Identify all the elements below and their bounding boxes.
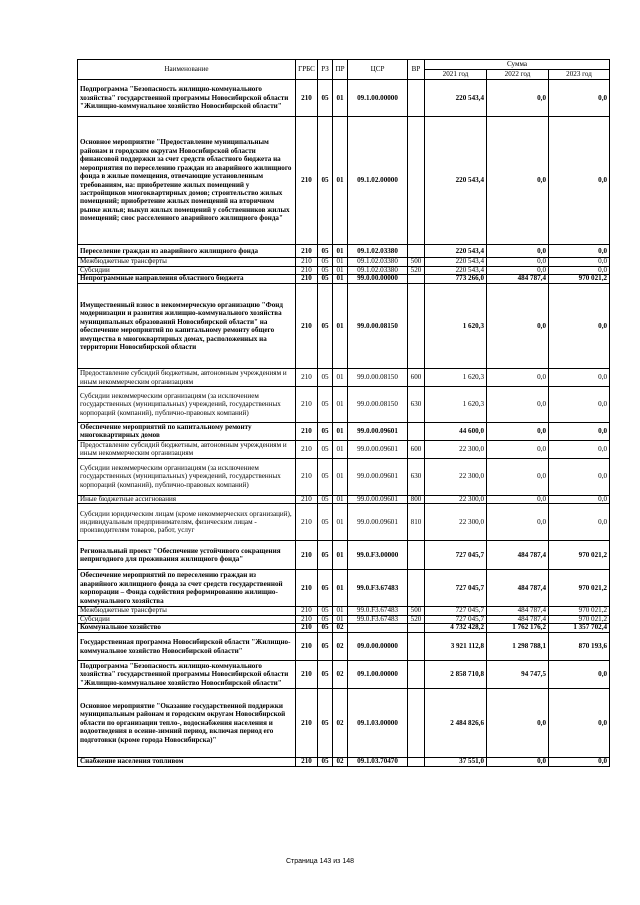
header-sum: Сумма: [425, 60, 610, 70]
row-rz: 05: [318, 258, 333, 267]
row-rz: 05: [318, 570, 333, 607]
row-sum-2022: 0,0: [487, 80, 549, 117]
row-rz: 05: [318, 607, 333, 616]
table-row: [78, 689, 610, 758]
row-sum-2023: 0,0: [549, 258, 610, 267]
row-sum-2023: 0,0: [549, 80, 610, 117]
row-name: Подпрограмма "Безопасность жилищно-коммунального хозяйства" государственной программы Новосибирской области "Жилищно-коммунальное хозяйство Новосибирской области": [78, 661, 296, 689]
row-pr: 01: [333, 440, 348, 458]
row-rz: 05: [318, 387, 333, 423]
row-sum-2023: 0,0: [549, 387, 610, 423]
row-sum-2021: 22 300,0: [425, 504, 487, 541]
row-csr: 99.0.F3.67483: [348, 607, 408, 616]
row-csr: 09.0.00.00000: [348, 633, 408, 661]
row-vr: [408, 80, 425, 117]
row-vr: 600: [408, 440, 425, 458]
table-row: [78, 633, 610, 661]
row-sum-2022: 484 787,4: [487, 275, 549, 284]
row-vr: 500: [408, 258, 425, 267]
row-csr: 09.1.02.03380: [348, 266, 408, 275]
header-rz: РЗ: [318, 60, 333, 80]
row-csr: 99.0.F3.67483: [348, 615, 408, 624]
row-rz: 05: [318, 117, 333, 245]
row-name: Имущественный взнос в некоммерческую организацию "Фонд модернизации и развития жилищно-коммунального хозяйства муниципальных образований Новосибирской области" на обеспечение мероприятий по капитальному ремонту общего имущества в многоквартирных домах, расположенных на территории Новосибирской области: [78, 284, 296, 369]
row-sum-2021: 220 543,4: [425, 117, 487, 245]
row-name: Переселение граждан из аварийного жилищного фонда: [78, 245, 296, 258]
row-grbs: 210: [296, 284, 318, 369]
header-pr: ПР: [333, 60, 348, 80]
table-row: [78, 284, 610, 369]
row-name: Иные бюджетные ассигнования: [78, 495, 296, 504]
row-sum-2023: 0,0: [549, 440, 610, 458]
row-sum-2021: 220 543,4: [425, 258, 487, 267]
table-row: [78, 117, 610, 245]
row-pr: 01: [333, 607, 348, 616]
row-sum-2023: 970 021,2: [549, 570, 610, 607]
row-sum-2023: 870 193,6: [549, 633, 610, 661]
row-rz: 05: [318, 266, 333, 275]
row-vr: [408, 245, 425, 258]
row-name: Субсидии некоммерческим организациям (за исключением государственных (муниципальных) учреждений, государственных корпораций (компаний), публично-правовых компаний): [78, 387, 296, 423]
row-name: Государственная программа Новосибирской области "Жилищно-коммунальное хозяйство Новосибирской области": [78, 633, 296, 661]
row-name: Региональный проект "Обеспечение устойчивого сокращения непригодного для проживания жилищного фонда": [78, 541, 296, 570]
row-vr: [408, 758, 425, 767]
table-row: [78, 758, 610, 767]
row-name: Основное мероприятие "Предоставление муниципальным районам и городским округам Новосибирской области финансовой поддержки за счет средств областного бюджета на мероприятия по переселению граждан из аварийного жилищного фонда в жилые помещения, отвечающие установленным требованиям, на: приобретение жилых помещений у застройщиков многоквартирных домов; строительство жилых помещений; приобретение жилых помещений на вторичном рынке жилья; выкуп жилых помещений у собственников жилых помещений; снос расселенного аварийного жилищного фонда": [78, 117, 296, 245]
row-pr: 01: [333, 258, 348, 267]
header-year-2021: 2021 год: [425, 70, 487, 80]
row-vr: 520: [408, 266, 425, 275]
row-sum-2021: 37 551,0: [425, 758, 487, 767]
row-vr: 500: [408, 607, 425, 616]
row-rz: 05: [318, 615, 333, 624]
row-pr: 01: [333, 458, 348, 495]
row-sum-2022: 0,0: [487, 369, 549, 387]
row-sum-2021: 220 543,4: [425, 80, 487, 117]
row-sum-2022: 484 787,4: [487, 570, 549, 607]
row-vr: 630: [408, 458, 425, 495]
row-sum-2021: 1 620,3: [425, 369, 487, 387]
row-name: Снабжение населения топливом: [78, 758, 296, 767]
row-rz: 05: [318, 689, 333, 758]
budget-table-container: [77, 59, 609, 767]
row-sum-2023: 970 021,2: [549, 541, 610, 570]
row-sum-2021: 44 600,0: [425, 423, 487, 441]
row-sum-2022: 484 787,4: [487, 607, 549, 616]
row-vr: [408, 633, 425, 661]
row-csr: 99.0.F3.67483: [348, 570, 408, 607]
row-sum-2022: 1 762 176,2: [487, 624, 549, 633]
row-sum-2021: 2 858 710,8: [425, 661, 487, 689]
row-vr: 630: [408, 387, 425, 423]
row-rz: 05: [318, 440, 333, 458]
budget-table: [77, 59, 610, 767]
row-name: Коммунальное хозяйство: [78, 624, 296, 633]
row-sum-2023: 0,0: [549, 245, 610, 258]
row-pr: 02: [333, 689, 348, 758]
row-name: Подпрограмма "Безопасность жилищно-коммунального хозяйства" государственной программы Новосибирской области "Жилищно-коммунальное хозяйство Новосибирской области": [78, 80, 296, 117]
table-body: [78, 80, 610, 767]
header-grbs: ГРБС: [296, 60, 318, 80]
row-sum-2021: 727 045,7: [425, 615, 487, 624]
row-sum-2022: 0,0: [487, 245, 549, 258]
row-rz: 05: [318, 369, 333, 387]
row-vr: [408, 541, 425, 570]
table-header: [78, 60, 610, 80]
table-row: [78, 275, 610, 284]
row-sum-2022: 0,0: [487, 504, 549, 541]
row-csr: 99.0.00.00000: [348, 275, 408, 284]
table-row: [78, 387, 610, 423]
table-row: [78, 258, 610, 267]
row-vr: [408, 423, 425, 441]
row-csr: 09.1.00.00000: [348, 80, 408, 117]
table-row: [78, 440, 610, 458]
row-pr: 02: [333, 624, 348, 633]
row-grbs: 210: [296, 440, 318, 458]
row-grbs: 210: [296, 758, 318, 767]
row-csr: [348, 624, 408, 633]
row-name: Основное мероприятие "Оказание государственной поддержки муниципальным районам и городским округам Новосибирской области по организации тепло-, водоснабжения населения и водоотведения в осенне-зимний период, включая период его подготовки (кроме города Новосибирска)": [78, 689, 296, 758]
row-pr: 02: [333, 633, 348, 661]
row-sum-2021: 1 620,3: [425, 284, 487, 369]
row-sum-2021: 22 300,0: [425, 440, 487, 458]
row-vr: 600: [408, 369, 425, 387]
row-pr: 01: [333, 275, 348, 284]
table-row: [78, 495, 610, 504]
row-grbs: 210: [296, 387, 318, 423]
row-vr: [408, 661, 425, 689]
row-sum-2021: 22 300,0: [425, 458, 487, 495]
row-rz: 05: [318, 275, 333, 284]
row-grbs: 210: [296, 258, 318, 267]
row-name: Субсидии некоммерческим организациям (за исключением государственных (муниципальных) учреждений, государственных корпораций (компаний), публично-правовых компаний): [78, 458, 296, 495]
row-sum-2022: 484 787,4: [487, 541, 549, 570]
row-rz: 05: [318, 758, 333, 767]
row-vr: [408, 570, 425, 607]
row-name: Предоставление субсидий бюджетным, автономным учреждениям и иным некоммерческим организациям: [78, 440, 296, 458]
row-sum-2023: 970 021,2: [549, 275, 610, 284]
row-pr: 01: [333, 504, 348, 541]
row-grbs: 210: [296, 266, 318, 275]
row-name: Обеспечение мероприятий по переселению граждан из аварийного жилищного фонда за счет средств государственной корпорации – Фонда содействия реформированию жилищно-коммунального хозяйства: [78, 570, 296, 607]
row-grbs: 210: [296, 495, 318, 504]
table-row: [78, 607, 610, 616]
row-csr: 09.1.03.70470: [348, 758, 408, 767]
row-vr: 800: [408, 495, 425, 504]
row-grbs: 210: [296, 117, 318, 245]
row-sum-2022: 0,0: [487, 758, 549, 767]
row-sum-2021: 773 266,0: [425, 275, 487, 284]
row-pr: 01: [333, 570, 348, 607]
table-row: [78, 266, 610, 275]
table-row: [78, 624, 610, 633]
row-pr: 01: [333, 423, 348, 441]
row-csr: 09.1.00.00000: [348, 661, 408, 689]
row-sum-2022: 1 298 788,1: [487, 633, 549, 661]
row-name: Межбюджетные трансферты: [78, 607, 296, 616]
table-row: [78, 245, 610, 258]
row-rz: 05: [318, 624, 333, 633]
row-grbs: 210: [296, 369, 318, 387]
row-pr: 01: [333, 387, 348, 423]
row-csr: 99.0.00.09601: [348, 495, 408, 504]
row-rz: 05: [318, 458, 333, 495]
row-name: Предоставление субсидий бюджетным, автономным учреждениям и иным некоммерческим организациям: [78, 369, 296, 387]
row-name: Субсидии: [78, 266, 296, 275]
row-sum-2022: 0,0: [487, 284, 549, 369]
header-vr: ВР: [408, 60, 425, 80]
row-csr: 99.0.00.08150: [348, 387, 408, 423]
row-sum-2021: 727 045,7: [425, 541, 487, 570]
row-sum-2023: 1 357 702,4: [549, 624, 610, 633]
table-row: [78, 615, 610, 624]
row-csr: 99.0.00.09601: [348, 423, 408, 441]
row-sum-2022: 94 747,5: [487, 661, 549, 689]
row-pr: 01: [333, 615, 348, 624]
header-name: Наименование: [78, 60, 296, 80]
row-sum-2022: 0,0: [487, 117, 549, 245]
row-vr: [408, 284, 425, 369]
row-rz: 05: [318, 245, 333, 258]
row-sum-2023: 0,0: [549, 117, 610, 245]
row-sum-2023: 0,0: [549, 458, 610, 495]
row-rz: 05: [318, 495, 333, 504]
row-grbs: 210: [296, 607, 318, 616]
row-rz: 05: [318, 284, 333, 369]
row-sum-2023: 0,0: [549, 495, 610, 504]
row-sum-2023: 0,0: [549, 369, 610, 387]
row-pr: 01: [333, 495, 348, 504]
row-vr: 520: [408, 615, 425, 624]
row-sum-2022: 0,0: [487, 458, 549, 495]
row-name: Обеспечение мероприятий по капитальному ремонту многоквартирных домов: [78, 423, 296, 441]
row-vr: 810: [408, 504, 425, 541]
row-sum-2022: 484 787,4: [487, 615, 549, 624]
row-sum-2023: 970 021,2: [549, 607, 610, 616]
row-grbs: 210: [296, 661, 318, 689]
row-rz: 05: [318, 80, 333, 117]
row-grbs: 210: [296, 275, 318, 284]
table-row: [78, 80, 610, 117]
row-rz: 05: [318, 423, 333, 441]
row-sum-2021: 4 732 428,2: [425, 624, 487, 633]
header-year-2022: 2022 год: [487, 70, 549, 80]
row-sum-2022: 0,0: [487, 266, 549, 275]
row-vr: [408, 689, 425, 758]
row-sum-2021: 727 045,7: [425, 570, 487, 607]
row-grbs: 210: [296, 458, 318, 495]
row-grbs: 210: [296, 423, 318, 441]
row-sum-2021: 1 620,3: [425, 387, 487, 423]
row-name: Субсидии юридическим лицам (кроме некоммерческих организаций), индивидуальным предпринимателям, физическим лицам - производителям товаров, работ, услуг: [78, 504, 296, 541]
row-sum-2022: 0,0: [487, 440, 549, 458]
row-sum-2023: 0,0: [549, 661, 610, 689]
row-vr: [408, 117, 425, 245]
row-sum-2023: 0,0: [549, 689, 610, 758]
row-csr: 09.1.02.03380: [348, 245, 408, 258]
row-sum-2021: 3 921 112,8: [425, 633, 487, 661]
row-pr: 01: [333, 369, 348, 387]
row-grbs: 210: [296, 541, 318, 570]
row-sum-2021: 220 543,4: [425, 245, 487, 258]
table-row: [78, 570, 610, 607]
row-csr: 99.0.00.08150: [348, 284, 408, 369]
row-sum-2022: 0,0: [487, 495, 549, 504]
row-pr: 01: [333, 245, 348, 258]
row-sum-2023: 0,0: [549, 504, 610, 541]
row-csr: 09.1.02.03380: [348, 258, 408, 267]
row-pr: 01: [333, 266, 348, 275]
row-csr: 99.0.F3.00000: [348, 541, 408, 570]
row-sum-2023: 0,0: [549, 423, 610, 441]
row-pr: 02: [333, 758, 348, 767]
row-csr: 99.0.00.09601: [348, 440, 408, 458]
table-row: [78, 458, 610, 495]
row-csr: 99.0.00.09601: [348, 458, 408, 495]
row-name: Субсидии: [78, 615, 296, 624]
table-row: [78, 369, 610, 387]
row-grbs: 210: [296, 245, 318, 258]
table-row: [78, 423, 610, 441]
row-grbs: 210: [296, 80, 318, 117]
table-row: [78, 541, 610, 570]
row-grbs: 210: [296, 689, 318, 758]
row-rz: 05: [318, 633, 333, 661]
row-rz: 05: [318, 661, 333, 689]
table-row: [78, 661, 610, 689]
row-vr: [408, 275, 425, 284]
row-grbs: 210: [296, 504, 318, 541]
row-csr: 99.0.00.09601: [348, 504, 408, 541]
row-sum-2021: 727 045,7: [425, 607, 487, 616]
table-row: [78, 504, 610, 541]
row-sum-2023: 0,0: [549, 758, 610, 767]
row-name: Непрограммные направления областного бюджета: [78, 275, 296, 284]
row-grbs: 210: [296, 615, 318, 624]
row-vr: [408, 624, 425, 633]
row-pr: 01: [333, 284, 348, 369]
row-csr: 09.1.03.00000: [348, 689, 408, 758]
row-pr: 01: [333, 80, 348, 117]
row-grbs: 210: [296, 570, 318, 607]
row-rz: 05: [318, 541, 333, 570]
row-rz: 05: [318, 504, 333, 541]
row-sum-2022: 0,0: [487, 387, 549, 423]
row-sum-2021: 22 300,0: [425, 495, 487, 504]
row-sum-2023: 970 021,2: [549, 615, 610, 624]
row-grbs: 210: [296, 633, 318, 661]
row-sum-2021: 2 484 826,6: [425, 689, 487, 758]
page-footer: Страница 143 из 148: [285, 858, 355, 865]
row-sum-2022: 0,0: [487, 258, 549, 267]
row-sum-2021: 220 543,4: [425, 266, 487, 275]
row-pr: 01: [333, 541, 348, 570]
header-year-2023: 2023 год: [549, 70, 610, 80]
row-sum-2022: 0,0: [487, 423, 549, 441]
header-csr: ЦСР: [348, 60, 408, 80]
row-csr: 09.1.02.00000: [348, 117, 408, 245]
row-pr: 02: [333, 661, 348, 689]
row-grbs: 210: [296, 624, 318, 633]
row-sum-2023: 0,0: [549, 266, 610, 275]
row-name: Межбюджетные трансферты: [78, 258, 296, 267]
row-sum-2023: 0,0: [549, 284, 610, 369]
row-pr: 01: [333, 117, 348, 245]
row-csr: 99.0.00.08150: [348, 369, 408, 387]
row-sum-2022: 0,0: [487, 689, 549, 758]
